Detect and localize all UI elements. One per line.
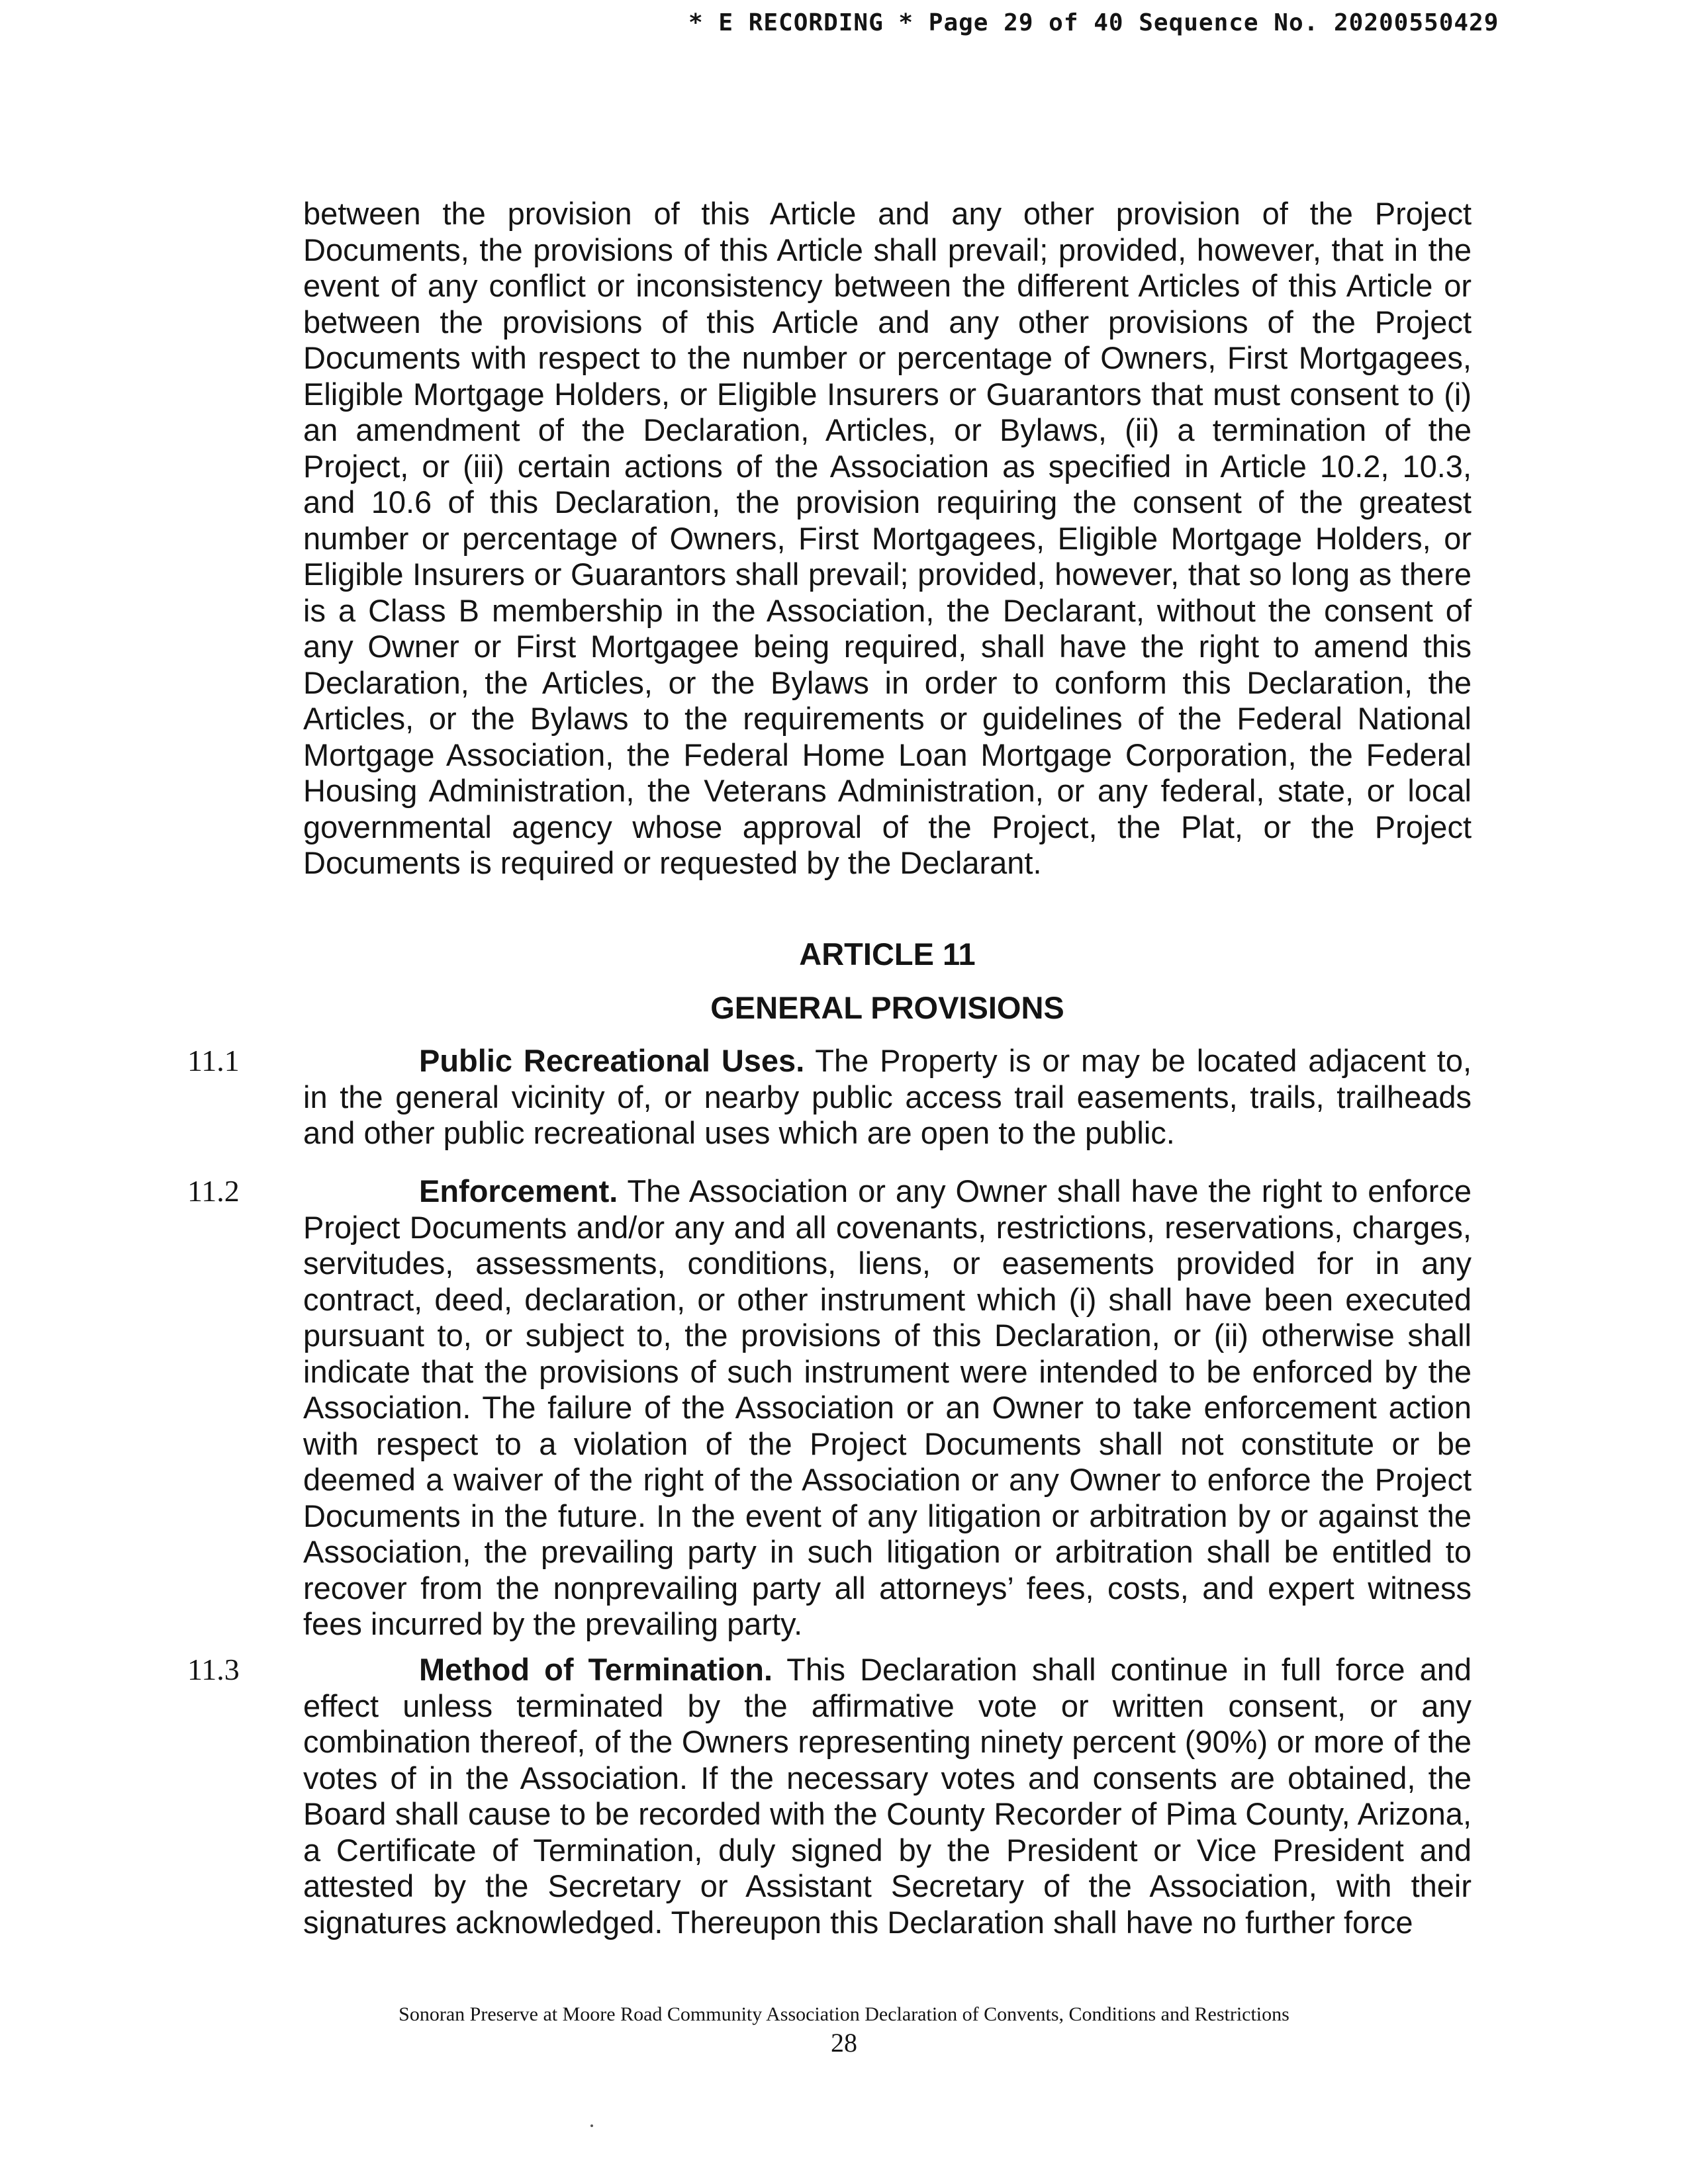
section-text: The Property is or may be located adjacent to, in the general vicinity of, or nearby public access trail easements, trails, trailheads and other public recreational uses which are open to the public.	[303, 1043, 1472, 1150]
article-number: ARTICLE 11	[799, 936, 976, 972]
footer-document-title: Sonoran Preserve at Moore Road Community Association Declaration of Convents, Conditions and Restrictions	[399, 2003, 1289, 2025]
article-title: GENERAL PROVISIONS	[710, 990, 1064, 1025]
section-text: This Declaration shall continue in full force and effect unless terminated by the affirmative vote or written consent, or any combination thereof, of the Owners representing ninety percent (90%) or more of the votes of in the Association. If the necessary votes and consents are obtained, the Board shall cause to be recorded with the County Recorder of Pima County, Arizona, a Certificate of Termination, duly signed by the President or Vice President and attested by the Secretary or Assistant Secretary of the Association, with their signatures acknowledged. Thereupon this Declaration shall have no further force	[303, 1652, 1472, 1940]
continued-paragraph: between the provision of this Article and any other provision of the Project Documents, the provisions of this Article shall prevail; provided, however, that in the event of any conflict or inconsistency between the different Articles of this Article or between the provisions of this Article and any other provisions of the Project Documents with respect to the number or percentage of Owners, First Mortgagees, Eligible Mortgage Holders, or Eligible Insurers or Guarantors that must consent to (i) an amendment of the Declaration, Articles, or Bylaws, (ii) a termination of the Project, or (iii) certain actions of the Association as specified in Article 10.2, 10.3, and 10.6 of this Declaration, the provision requiring the consent of the greatest number or percentage of Owners, First Mortgagees, Eligible Mortgage Holders, or Eligible Insurers or Guarantors shall prevail; provided, however, that so long as there is a Class B membership in the Association, the Declarant, without the consent of any Owner or First Mortgagee being required, shall have the right to amend this Declaration, the Articles, or the Bylaws in order to conform this Declaration, the Articles, or the Bylaws to the requirements or guidelines of the Federal National Mortgage Association, the Federal Home Loan Mortgage Corporation, the Federal Housing Administration, the Veterans Administration, or any federal, state, or local governmental agency whose approval of the Project, the Plat, or the Project Documents is required or requested by the Declarant.	[303, 196, 1472, 880]
section-title: Public Recreational Uses.	[419, 1043, 805, 1078]
scan-speck	[590, 2124, 593, 2127]
section-11-3	[303, 1652, 1472, 1940]
section-title: Method of Termination.	[419, 1652, 773, 1687]
section-number-11-1: 11.1	[187, 1044, 240, 1077]
page-number: 28	[831, 2028, 857, 2058]
recording-header: * E RECORDING * Page 29 of 40 Sequence No. 20200550429	[688, 9, 1499, 36]
section-title: Enforcement.	[419, 1173, 618, 1208]
section-number-11-3: 11.3	[187, 1653, 240, 1686]
section-text: The Association or any Owner shall have the right to enforce Project Documents and/or any and all covenants, restrictions, reservations, charges, servitudes, assessments, conditions, liens, or easements provided for in any contract, deed, declaration, or other instrument which (i) shall have been executed pursuant to, or subject to, the provisions of this Declaration, or (ii) otherwise shall indicate that the provisions of such instrument were intended to be enforced by the Association. The failure of the Association or an Owner to take enforcement action with respect to a violation of the Project Documents shall not constitute or be deemed a waiver of the right of the Association or any Owner to enforce the Project Documents in the future. In the event of any litigation or arbitration by or against the Association, the prevailing party in such litigation or arbitration shall be entitled to recover from the nonprevailing party all attorneys’ fees, costs, and expert witness fees incurred by the prevailing party.	[303, 1173, 1472, 1641]
section-11-2	[303, 1173, 1472, 1643]
section-11-1	[303, 1043, 1472, 1152]
section-number-11-2: 11.2	[187, 1174, 240, 1208]
